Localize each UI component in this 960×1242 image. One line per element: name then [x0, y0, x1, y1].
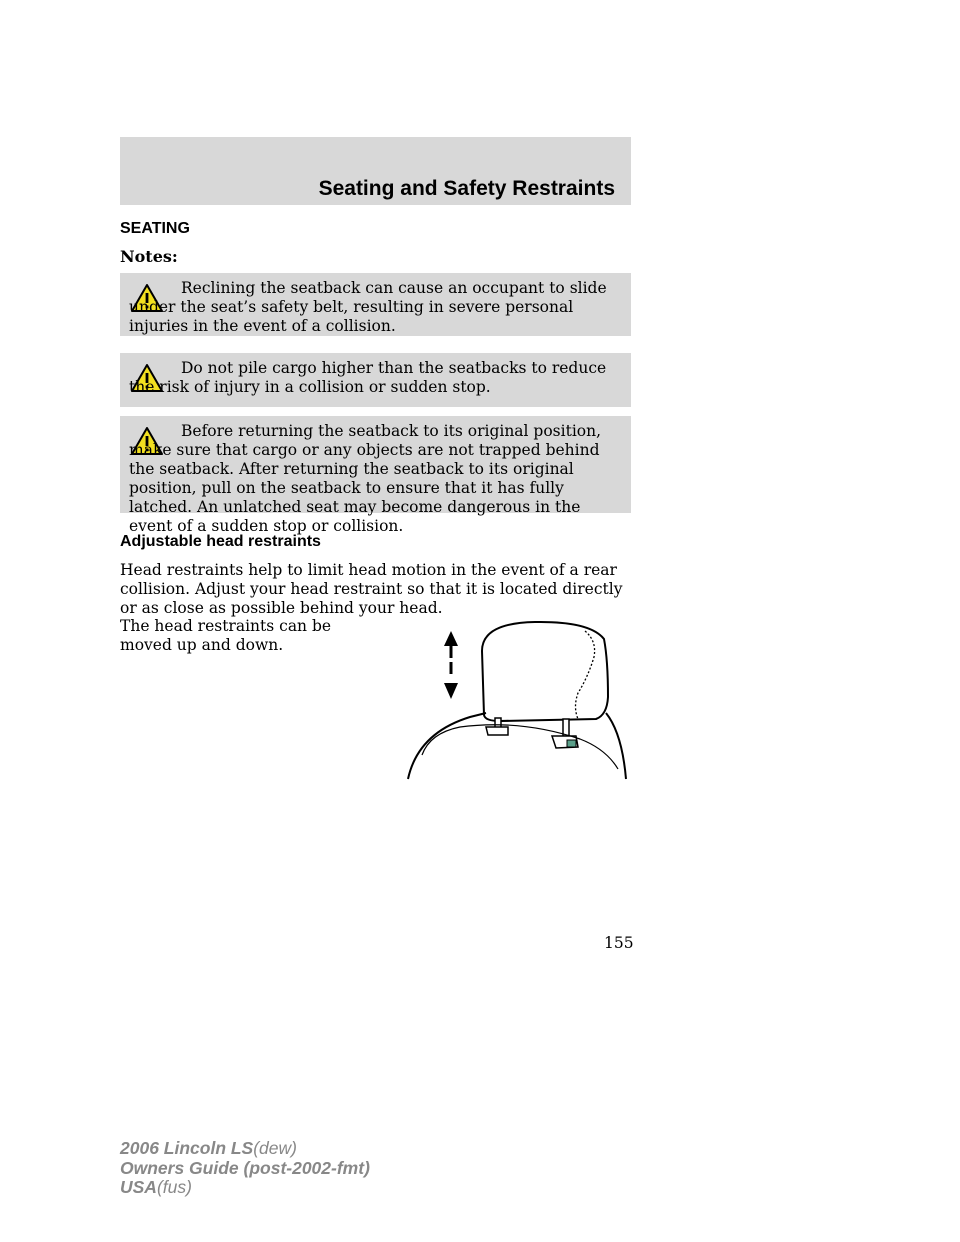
subsection-heading: Adjustable head restraints — [120, 533, 321, 550]
section-heading: SEATING — [120, 220, 190, 237]
footer-market-code: (fus) — [156, 1177, 192, 1197]
footer-guide: Owners Guide (post-2002-fmt) — [120, 1157, 370, 1178]
page-header-title: Seating and Safety Restraints — [318, 177, 615, 200]
notes-label: Notes: — [120, 247, 178, 266]
warning-text: Reclining the seatback can cause an occupant to slide under the seat’s safety belt, resulting in severe personal injuries in the event of a collision. — [129, 279, 607, 335]
warning-box — [120, 416, 631, 535]
page-header-band — [120, 137, 631, 205]
body-paragraph: The head restraints can be moved up and down. — [120, 617, 332, 654]
footer-model-code: (dew) — [253, 1138, 297, 1158]
up-down-arrow-icon — [444, 631, 458, 699]
warning-box — [120, 353, 631, 407]
footer-model: 2006 Lincoln LS — [120, 1138, 254, 1158]
warning-box — [120, 273, 631, 336]
warning-text: Do not pile cargo higher than the seatbacks to reduce the risk of injury in a collision or sudden stop. — [129, 359, 607, 396]
head-restraint-illustration — [400, 615, 632, 785]
footer-market: USA — [120, 1177, 157, 1197]
page-number: 155 — [604, 934, 634, 952]
warning-text: Before returning the seatback to its original position, make sure that cargo or any objects are not trapped behind the seatback. After returning the seatback to its original position, pull on the seatback to ensure that it has fully latched. An unlatched seat may become dangerous in the event of a sudden stop or collision. — [129, 422, 602, 535]
document-footer — [120, 1139, 370, 1198]
body-paragraph: Head restraints help to limit head motion in the event of a rear collision. Adjust your head restraint so that it is located directly or as close as possible behind your head. — [120, 561, 623, 617]
